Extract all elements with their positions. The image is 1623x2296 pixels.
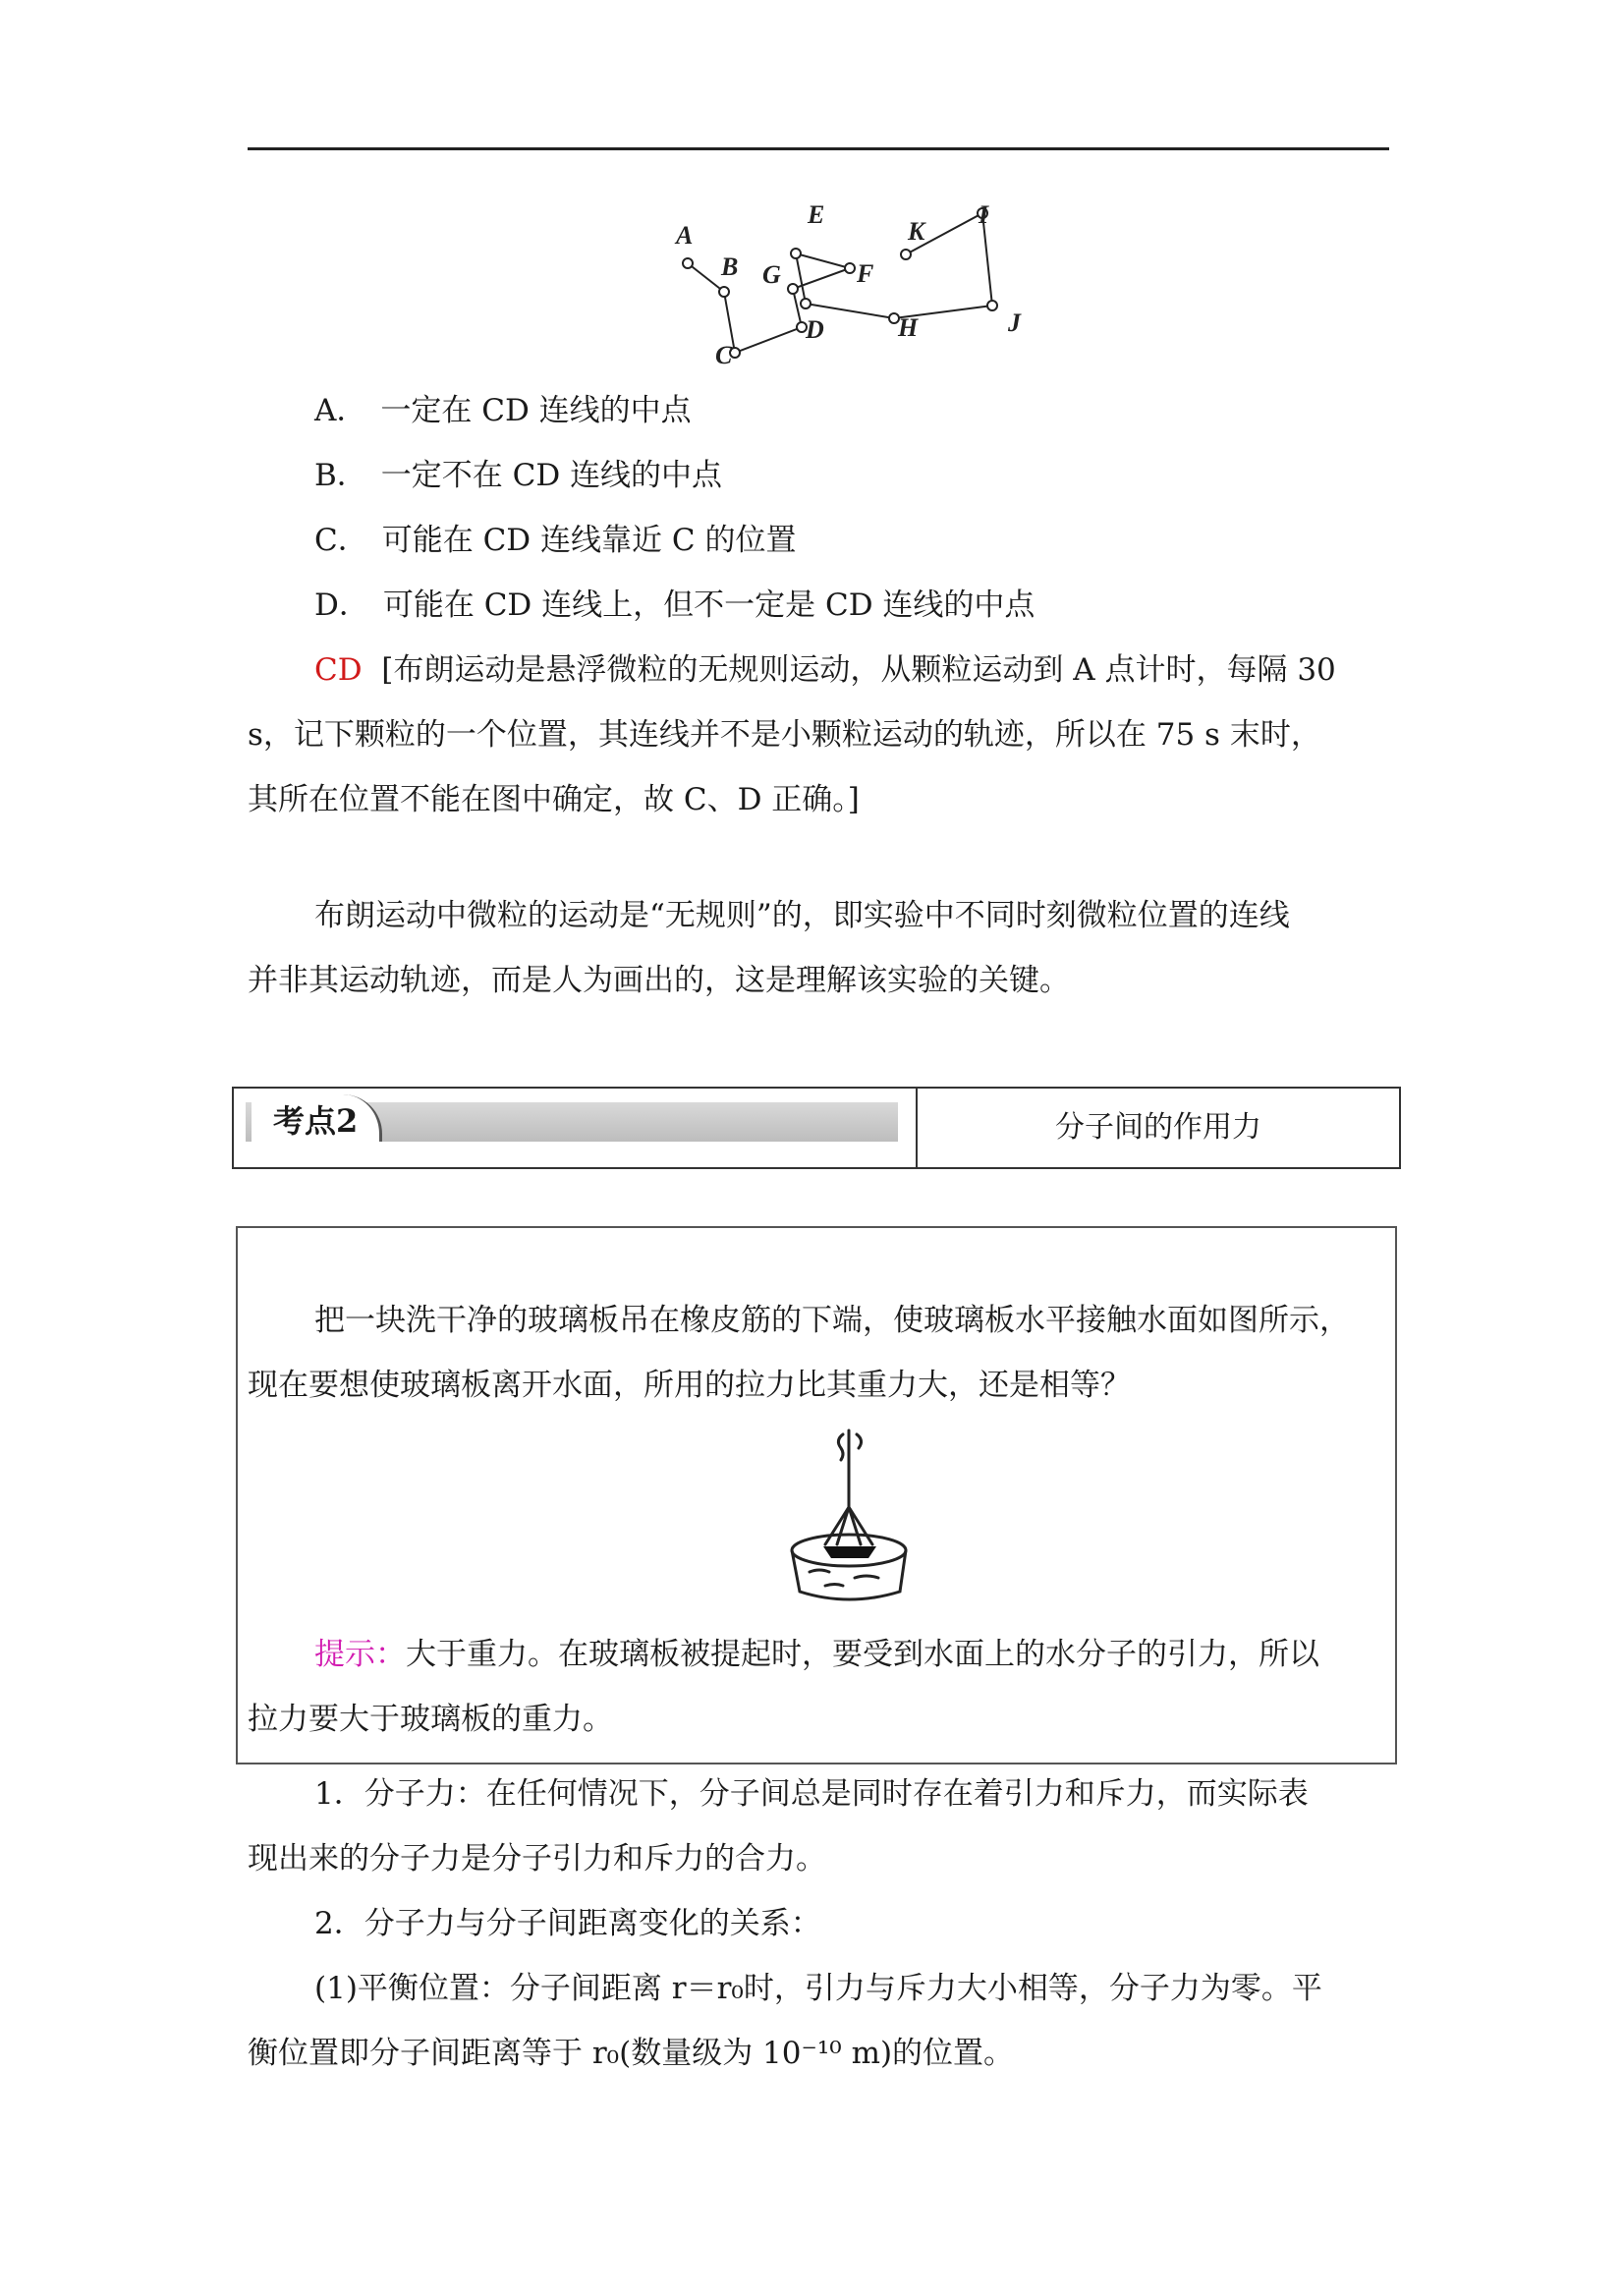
question-line-2: 现在要想使玻璃板离开水面，所用的拉力比其重力大，还是相等？ bbox=[248, 1368, 1131, 1403]
option-text: 一定在 CD 连线的中点 bbox=[380, 393, 692, 428]
option-d bbox=[314, 584, 1035, 627]
brownian-path-diagram bbox=[658, 193, 1061, 379]
answer-text: [布朗运动是悬浮微粒的无规则运动，从颗粒运动到 A 点计时，每隔 30 bbox=[381, 652, 1336, 688]
kaodian-title: 分子间的作用力 bbox=[1055, 1110, 1261, 1145]
point-label-a: A bbox=[676, 221, 694, 250]
point-label-j: J bbox=[1008, 308, 1021, 337]
point-label-e: E bbox=[808, 200, 825, 229]
point-label-d: D bbox=[806, 315, 824, 344]
paragraph-2: 2．分子力与分子间距离变化的关系： bbox=[314, 1906, 821, 1941]
hint-text: 大于重力。在玻璃板被提起时，要受到水面上的水分子的引力，所以 bbox=[406, 1637, 1319, 1672]
point-label-f: F bbox=[857, 259, 874, 288]
option-text: 一定不在 CD 连线的中点 bbox=[380, 458, 723, 493]
note-line-1: 布朗运动中微粒的运动是“无规则”的，即实验中不同时刻微粒位置的连线 bbox=[314, 898, 1290, 933]
hint-line-1 bbox=[314, 1633, 1319, 1676]
question-line-1: 把一块洗干净的玻璃板吊在橡皮筋的下端，使玻璃板水平接触水面如图所示， bbox=[314, 1303, 1350, 1338]
point-label-i: I bbox=[979, 200, 989, 229]
point-label-h: H bbox=[898, 313, 919, 342]
answer-line-2: s，记下颗粒的一个位置，其连线并不是小颗粒运动的轨迹，所以在 75 s 末时， bbox=[248, 717, 1321, 753]
option-letter: D． bbox=[314, 588, 369, 623]
paragraph-1-line-2: 现出来的分子力是分子引力和斥力的合力。 bbox=[248, 1841, 826, 1876]
option-letter: A． bbox=[314, 393, 367, 428]
answer-line-1 bbox=[314, 648, 1336, 692]
point-label-b: B bbox=[721, 252, 739, 281]
option-text: 可能在 CD 连线上，但不一定是 CD 连线的中点 bbox=[382, 588, 1035, 623]
point-label-c: C bbox=[715, 341, 733, 369]
kaodian-label: 考点2 bbox=[273, 1102, 359, 1140]
option-letter: C． bbox=[314, 523, 368, 558]
hint-label: 提示： bbox=[314, 1637, 406, 1672]
paragraph-3-line-2: 衡位置即分子间距离等于 r₀(数量级为 10⁻¹⁰ m)的位置。 bbox=[248, 2036, 1015, 2071]
point-label-k: K bbox=[908, 217, 925, 246]
option-c bbox=[314, 519, 796, 562]
answer-key: CD bbox=[314, 652, 363, 688]
option-text: 可能在 CD 连线靠近 C 的位置 bbox=[381, 523, 797, 558]
kaodian-header bbox=[232, 1087, 1401, 1169]
note-line-2: 并非其运动轨迹，而是人为画出的，这是理解该实验的关键。 bbox=[248, 963, 1070, 998]
glass-plate-water-illustration bbox=[786, 1425, 914, 1606]
option-b bbox=[314, 454, 722, 497]
paragraph-1-line-1: 1．分子力：在任何情况下，分子间总是同时存在着引力和斥力，而实际表 bbox=[314, 1776, 1309, 1812]
option-letter: B． bbox=[314, 458, 367, 493]
point-label-g: G bbox=[762, 260, 781, 289]
hint-line-2: 拉力要大于玻璃板的重力。 bbox=[248, 1702, 613, 1737]
answer-line-3: 其所在位置不能在图中确定，故 C、D 正确。] bbox=[248, 782, 860, 817]
header-rule bbox=[248, 147, 1389, 150]
paragraph-3-line-1: (1)平衡位置：分子间距离 r＝r₀时，引力与斥力大小相等，分子力为零。平 bbox=[314, 1971, 1322, 2006]
option-a bbox=[314, 389, 692, 432]
